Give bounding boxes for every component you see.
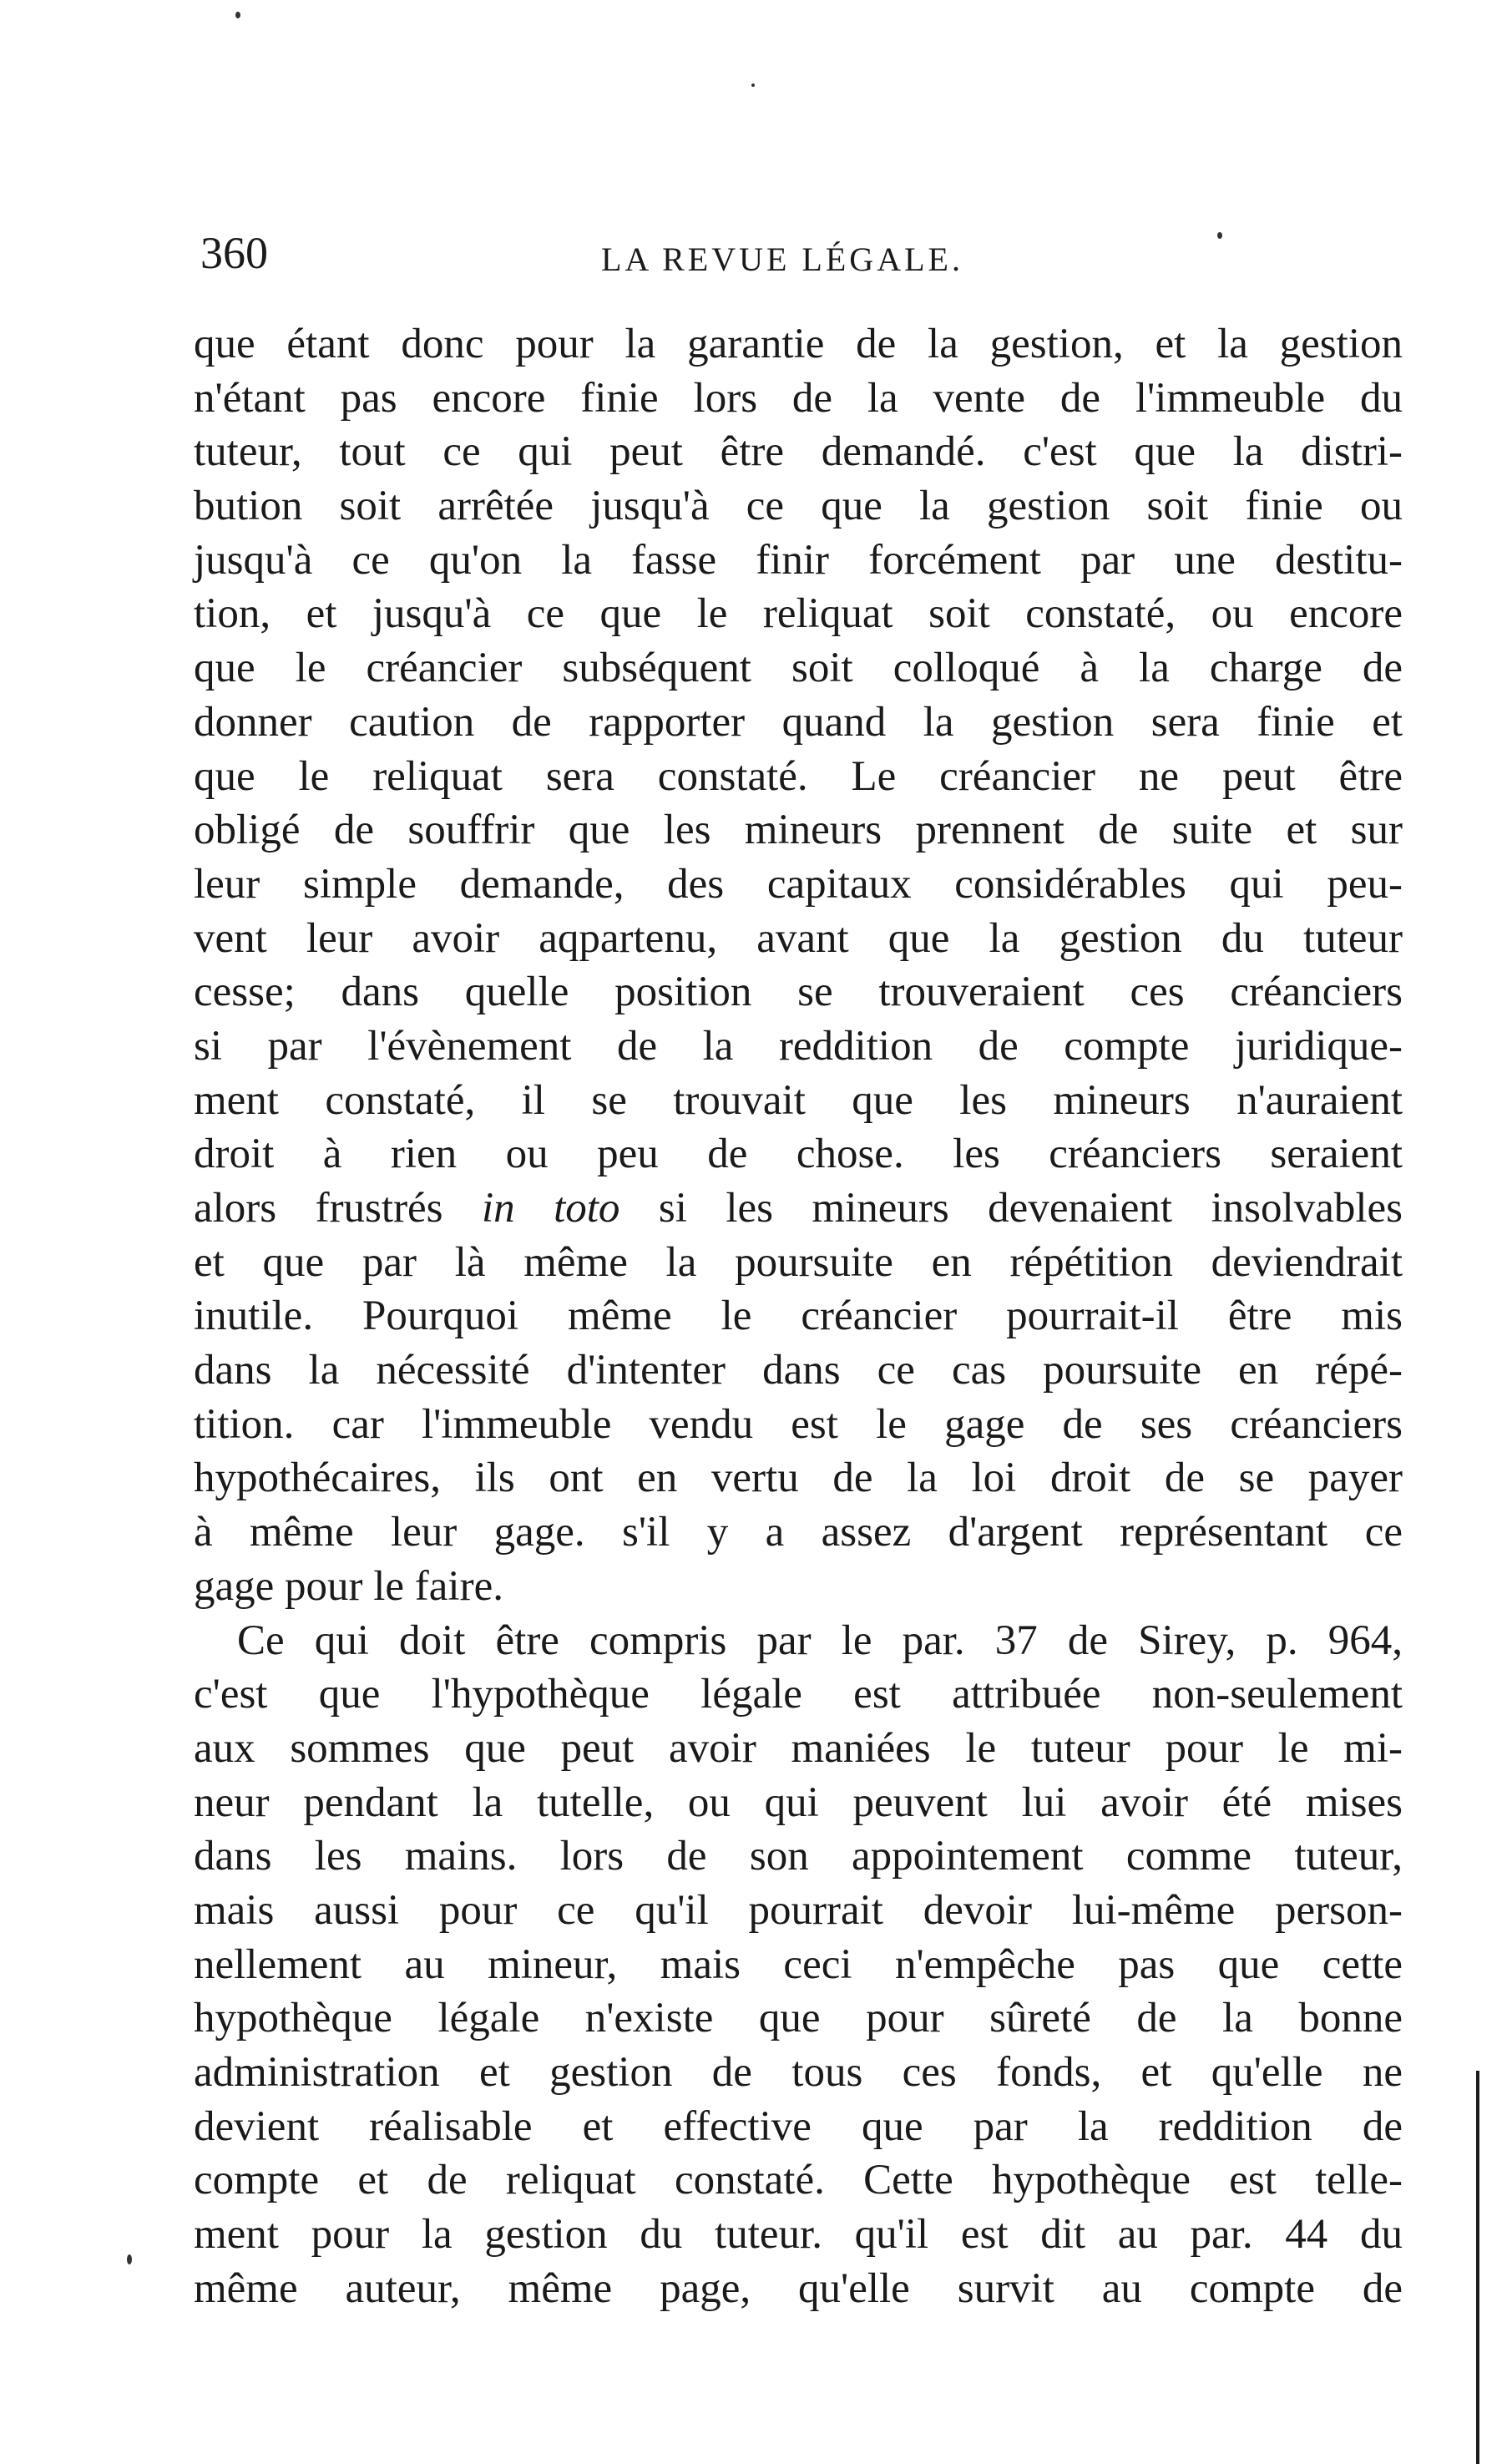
text-line: bution soit arrêtée jusqu'à ce que la gestion soit finie ou [194, 483, 1403, 530]
body-text [194, 317, 1403, 2315]
text-line: mais aussi pour ce qu'il pourrait devoir lui-même person- [194, 1886, 1403, 1934]
text-line: hypothécaires, ils ont en vertu de la loi droit de se payer [194, 1455, 1403, 1502]
scan-speck [751, 83, 755, 87]
text-line: jusqu'à ce qu'on la fasse finir forcément par une destitu- [194, 536, 1403, 584]
paragraph [194, 1614, 1403, 2316]
text-line: que étant donc pour la garantie de la gestion, et la gestion [194, 321, 1403, 367]
page-edge-rule [1476, 2071, 1479, 2464]
text-line: que le créancier subséquent soit colloqué à la charge de [194, 645, 1403, 692]
text-line: hypothèque légale n'existe que pour sûreté de la bonne [194, 1995, 1403, 2042]
text-line: obligé de souffrir que les mineurs prennent de suite et sur [194, 807, 1403, 854]
text-line: si par l'évènement de la reddition de compte juridique- [194, 1022, 1403, 1070]
text-line: inutile. Pourquoi même le créancier pourrait-il être mis [194, 1293, 1403, 1340]
text-line: donner caution de rapporter quand la gestion sera finie et [194, 698, 1403, 746]
text-line: dans la nécessité d'intenter dans ce cas poursuite en répé- [194, 1347, 1403, 1394]
text-line: alors frustrés in toto si les mineurs devenaient insolvables [194, 1185, 1403, 1232]
text-line: nellement au mineur, mais ceci n'empêche pas que cette [194, 1940, 1403, 1988]
text-line: ment pour la gestion du tuteur. qu'il est dit au par. 44 du [194, 2211, 1403, 2259]
text-line: tion, et jusqu'à ce que le reliquat soit constaté, ou encore [194, 590, 1403, 638]
text-line: cesse; dans quelle position se trouveraient ces créanciers [194, 969, 1403, 1016]
page-header [200, 224, 1386, 291]
text-line: compte et de reliquat constaté. Cette hypothèque est telle- [194, 2157, 1403, 2204]
scan-speck [127, 2254, 132, 2264]
text-line: neur pendant la tutelle, ou qui peuvent lui avoir été mises [194, 1778, 1403, 1826]
scan-speck [1217, 232, 1222, 239]
text-line: Ce qui doit être compris par le par. 37 de Sirey, p. 964, [237, 1617, 1403, 1664]
text-line: même auteur, même page, qu'elle survit au compte de [194, 2264, 1403, 2312]
latin-phrase: in toto [481, 1185, 620, 1232]
text-line: leur simple demande, des capitaux considérables qui peu- [194, 860, 1403, 908]
paragraph [194, 317, 1403, 1614]
text-line: dans les mains. lors de son appointement comme tuteur, [194, 1833, 1403, 1880]
text-line: gage pour le faire. [194, 1562, 503, 1610]
page-number: 360 [200, 228, 268, 278]
text-line: à même leur gage. s'il y a assez d'argent représentant ce [194, 1509, 1403, 1556]
running-title: LA REVUE LÉGALE. [601, 240, 963, 278]
text-line: n'étant pas encore finie lors de la vente de l'immeuble du [194, 374, 1403, 422]
text-line: devient réalisable et effective que par la reddition de [194, 2102, 1403, 2150]
text-line: ment constaté, il se trouvait que les mineurs n'auraient [194, 1076, 1403, 1124]
text-line: tuteur, tout ce qui peut être demandé. c'est que la distri- [194, 428, 1403, 476]
text-line: tition. car l'immeuble vendu est le gage de ses créanciers [194, 1400, 1403, 1448]
text-line: droit à rien ou peu de chose. les créanciers seraient [194, 1131, 1403, 1178]
text-line: aux sommes que peut avoir maniées le tuteur pour le mi- [194, 1724, 1403, 1772]
text-line: que le reliquat sera constaté. Le créancier ne peut être [194, 752, 1403, 800]
text-line: c'est que l'hypothèque légale est attribuée non-seulement [194, 1671, 1403, 1718]
text-line: et que par là même la poursuite en répétition deviendrait [194, 1238, 1403, 1286]
text-line: vent leur avoir aqpartenu, avant que la gestion du tuteur [194, 914, 1403, 962]
text-line: administration et gestion de tous ces fonds, et qu'elle ne [194, 2049, 1403, 2096]
scan-speck [235, 12, 240, 18]
